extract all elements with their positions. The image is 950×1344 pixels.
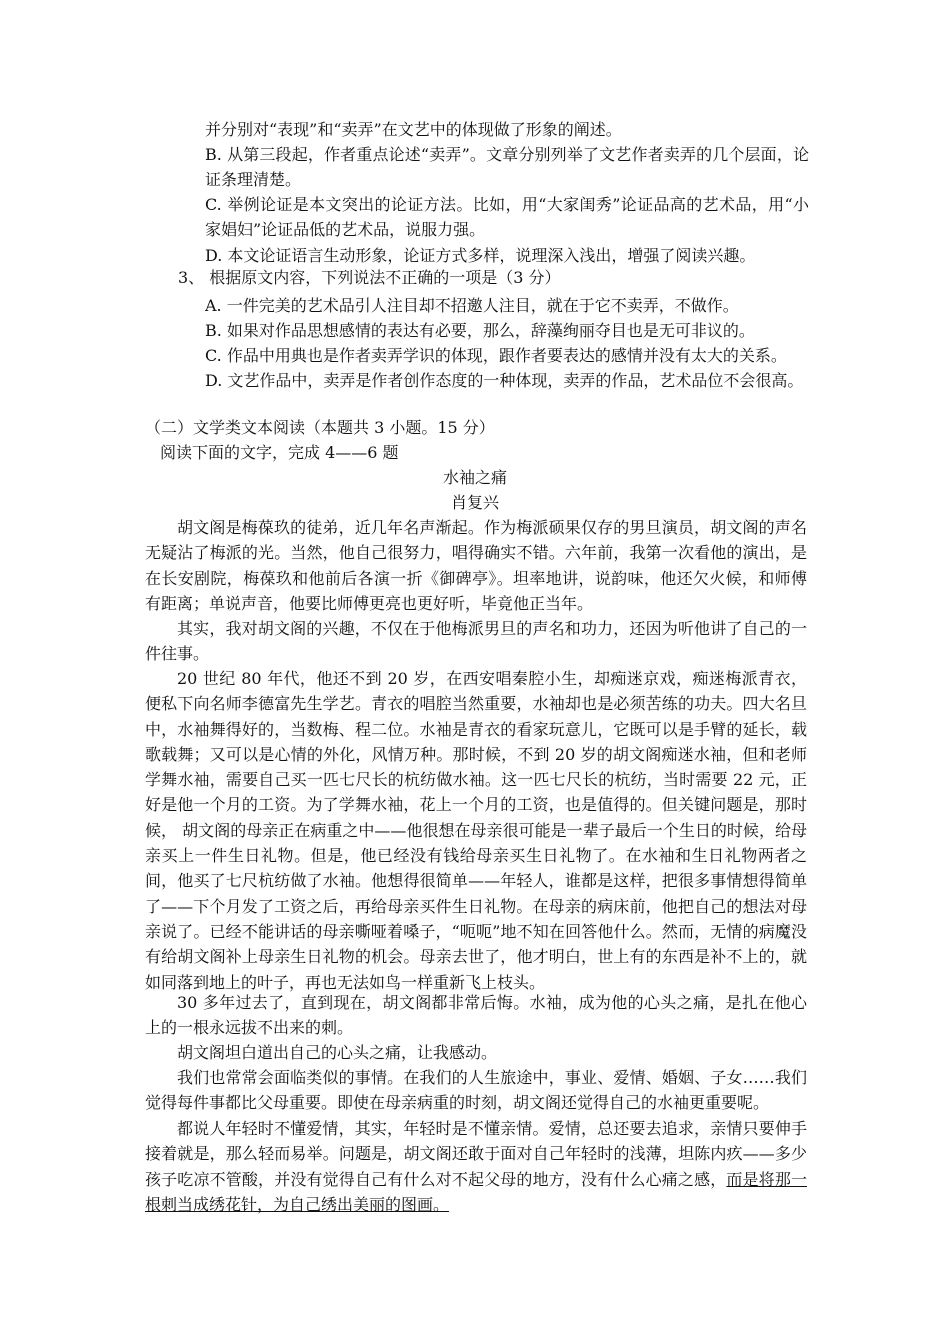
q2-option-a-continuation: 并分别对“表现”和“卖弄”在文艺中的体现做了形象的阐述。 xyxy=(205,120,622,139)
q3-option-b: B. 如果对作品思想感情的表达有必要，那么，辞藻绚丽夺目也是无可非议的。 xyxy=(205,321,755,340)
q2-option-d: D. 本文论证语言生动形象，论证方式多样，说理深入浅出，增强了阅读兴趣。 xyxy=(205,246,756,265)
article-paragraph-5: 胡文阁坦白道出自己的心头之痛，让我感动。 xyxy=(177,1043,498,1062)
section-heading: （二）文学类文本阅读（本题共 3 小题。15 分） xyxy=(145,418,495,437)
q2-option-c: C. 举例论证是本文突出的论证方法。比如，用“大家闺秀”论证品高的艺术品，用“小家娼妇”论证品低的艺术品，说服力强。 xyxy=(205,195,809,240)
paragraph-7-text: 都说人年轻时不懂爱情，其实，年轻时是不懂亲情。爱情，总还要去追求，亲情只要伸手接着就是，那么轻而易举。问题是，胡文阁还敢于面对自己年轻时的浅薄，坦陈内疚——多少孩子吃凉不管酸，并没有觉得自己有什么对不起父母的地方，没有什么心痛之感， xyxy=(145,1119,807,1189)
article-paragraph-4: 30 多年过去了，直到现在，胡文阁都非常后悔。水袖，成为他的心头之痛，是扎在他心上的一根永远拔不出来的刺。 xyxy=(145,993,807,1038)
q3-option-d: D. 文艺作品中，卖弄是作者创作态度的一种体现，卖弄的作品，艺术品位不会很高。 xyxy=(205,371,804,390)
article-paragraph-6: 我们也常常会面临类似的事情。在我们的人生旅途中，事业、爱情、婚姻、子女……我们觉得每件事都比父母重要。即使在母亲病重的时刻，胡文阁还觉得自己的水袖更重要呢。 xyxy=(145,1068,807,1113)
underlined-sentence: 而是将那一根刺当成绣花针，为自己绣出美丽的图画。 xyxy=(145,1169,807,1214)
article-author: 肖复兴 xyxy=(450,493,499,512)
article-paragraph-7 xyxy=(145,1116,807,1217)
q3-option-a: A. 一件完美的艺术品引人注目却不招邀人注目，就在于它不卖弄，不做作。 xyxy=(205,296,739,315)
article-title: 水袖之痛 xyxy=(442,468,507,487)
section-instruction: 阅读下面的文字，完成 4——6 题 xyxy=(160,443,399,462)
q3-option-c: C. 作品中用典也是作者卖弄学识的体现，跟作者要表达的感情并没有太大的关系。 xyxy=(205,346,787,365)
article-paragraph-3: 20 世纪 80 年代，他还不到 20 岁，在西安唱秦腔小生，却痴迷京戏，痴迷梅派青衣，便私下向名师李德富先生学艺。青衣的唱腔当然重要，水袖却也是必须苦练的功夫。四大名旦中，水袖舞得好的，当数梅、程二位。水袖是青衣的看家玩意儿，它既可以是手臂的延长，载歌载舞；又可以是心情的外化，风情万种。那时候，不到 20 岁的胡文阁痴迷水袖，但和老师学舞水袖，需要自己买一匹七尺长的杭纺做水袖。这一匹七尺长的杭纺，当时需要 22 元，正好是他一个月的工资。为了学舞水袖，花上一个月的工资，也是值得的。但关键问题是，那时候， 胡文阁的母亲正在病重之中——他很想在母亲很可能是一辈子最后一个生日的时候，给母亲买上一件生日礼物。但是，他已经没有钱给母亲买生日礼物了。在水袖和生日礼物两者之间，他买了七尺杭纺做了水袖。他想得很简单——年轻人，谁都是这样，把很多事情想得简单了——下个月发了工资之后，再给母亲买件生日礼物。在母亲的病床前，他把自己的想法对母亲说了。已经不能讲话的母亲嘶哑着嗓子，“呃呃”地不知在回答他什么。然而，无情的病魔没有给胡文阁补上母亲生日礼物的机会。母亲去世了，他才明白，世上有的东西是补不上的，就如同落到地上的叶子，再也无法如鸟一样重新飞上枝头。 xyxy=(145,669,807,992)
q2-option-b: B. 从第三段起，作者重点论述“卖弄”。文章分别列举了文艺作者卖弄的几个层面，论证条理清楚。 xyxy=(205,145,809,190)
article-paragraph-2: 其实，我对胡文阁的兴趣，不仅在于他梅派男旦的声名和功力，还因为听他讲了自己的一件往事。 xyxy=(145,619,807,664)
article-paragraph-1: 胡文阁是梅葆玖的徒弟，近几年名声渐起。作为梅派硕果仅存的男旦演员，胡文阁的声名无疑沾了梅派的光。当然，他自己很努力，唱得确实不错。六年前，我第一次看他的演出，是在长安剧院，梅葆玖和他前后各演一折《御碑亭》。坦率地讲，说韵味，他还欠火候，和师傅有距离；单说声音，他要比师傅更亮也更好听，毕竟他正当年。 xyxy=(145,518,807,613)
q3-stem: 3、 根据原文内容，下列说法不正确的一项是（3 分） xyxy=(178,268,561,287)
